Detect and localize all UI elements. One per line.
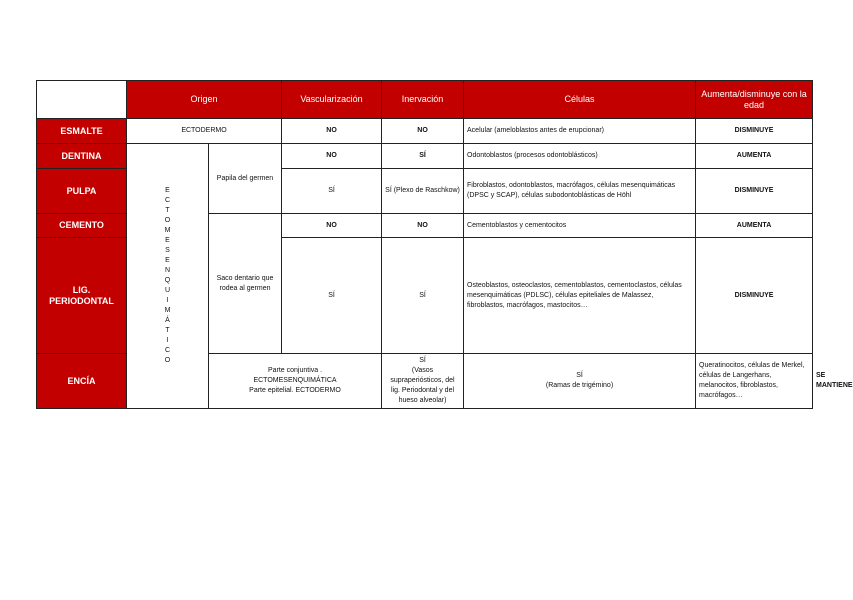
vertical-letter: T [165, 207, 170, 214]
header-celulas: Células [464, 81, 696, 119]
esmalte-inervacion: NO [382, 119, 464, 144]
pulpa-inervacion: SÍ (Plexo de Raschkow) [382, 169, 464, 214]
encia-inerv-detail: (Ramas de trigémino) [545, 382, 614, 389]
lig-celulas: Osteoblastos, osteoclastos, cementoblastos, cementoclastos, células mesenquimáticas (PDLSC), células epiteliales de Malassez, fibroblastos, macrófagos, mastocitos… [464, 238, 696, 354]
vertical-letter: E [165, 257, 170, 264]
row-esmalte [37, 119, 813, 144]
encia-inervacion [464, 354, 696, 409]
encia-vascularizacion [382, 354, 464, 409]
encia-origen [209, 354, 382, 409]
ectomesenquimatico-vertical-label [127, 144, 209, 409]
encia-origen-line-3: Parte epitelial. ECTODERMO [249, 387, 341, 394]
header-row [37, 81, 813, 119]
corner-cell [37, 81, 127, 119]
row-encia: ENCÍA Parte conjuntiva . ECTOMESENQUIMÁTICA Parte epitelial. ECTODERMO SÍ (Vasos supraperiósticos, del lig. Periodontal y del hueso alveolar) SÍ (Ramas de trigémino) Queratinocitos, células de Merkel, células de Langerhans, melanocitos, fibroblastos, macrófagos… SE MANTIENE [37, 354, 813, 409]
encia-inerv-value: SÍ [576, 372, 583, 379]
encia-origen-line-2: ECTOMESENQUIMÁTICA [253, 377, 337, 384]
vertical-letter: E [165, 237, 170, 244]
cemento-celulas: Cementoblastos y cementocitos [464, 214, 696, 238]
vertical-letter: C [164, 197, 171, 204]
encia-origen-line-1: Parte conjuntiva . [267, 367, 323, 374]
vertical-letter: C [164, 347, 171, 354]
header-vascularizacion: Vascularización [282, 81, 382, 119]
vertical-letter: S [165, 247, 170, 254]
vertical-letter: O [164, 357, 171, 364]
cemento-inervacion: NO [382, 214, 464, 238]
row-label-esmalte: ESMALTE [37, 119, 127, 144]
pulpa-celulas: Fibroblastos, odontoblastos, macrófagos, células mesenquimáticas (DPSC y SCAP), células subodontoblásticas de Höhl [464, 169, 696, 214]
row-label-pulpa: PULPA [37, 169, 127, 214]
lig-vascularizacion: SÍ [282, 238, 382, 354]
encia-vasc-value: SÍ [419, 357, 426, 364]
vertical-letter: I [166, 337, 169, 344]
header-edad: Aumenta/disminuye con la edad [696, 81, 813, 119]
esmalte-vascularizacion: NO [282, 119, 382, 144]
esmalte-edad: DISMINUYE [696, 119, 813, 144]
cemento-edad: AUMENTA [696, 214, 813, 238]
header-inervacion: Inervación [382, 81, 464, 119]
cemento-vascularizacion: NO [282, 214, 382, 238]
vertical-letter: Á [165, 317, 170, 324]
vertical-letter: Q [164, 277, 171, 284]
vertical-letter: M [164, 227, 171, 234]
encia-celulas: Queratinocitos, células de Merkel, células de Langerhans, melanocitos, fibroblastos, macrófagos… [696, 354, 813, 409]
esmalte-celulas: Acelular (ameloblastos antes de erupcionar) [464, 119, 696, 144]
dentina-edad: AUMENTA [696, 144, 813, 169]
header-origen: Origen [127, 81, 282, 119]
esmalte-origen: ECTODERMO [127, 119, 282, 144]
vertical-letter: N [164, 267, 171, 274]
row-label-encia: ENCÍA [37, 354, 127, 409]
vertical-letter: E [165, 187, 170, 194]
row-dentina [37, 144, 813, 169]
pulpa-edad: DISMINUYE [696, 169, 813, 214]
row-label-cemento: CEMENTO [37, 214, 127, 238]
dentina-celulas: Odontoblastos (procesos odontoblásticos) [464, 144, 696, 169]
tooth-tissues-table [36, 80, 853, 409]
pulpa-vascularizacion: SÍ [282, 169, 382, 214]
vertical-letter: T [165, 327, 170, 334]
vertical-letter: M [164, 307, 171, 314]
saco-dentario-cell: Saco dentario que rodea al germen [209, 214, 282, 354]
row-label-dentina: DENTINA [37, 144, 127, 169]
vertical-letter: O [164, 217, 171, 224]
lig-inervacion: SÍ [382, 238, 464, 354]
encia-vasc-detail: (Vasos supraperiósticos, del lig. Periodontal y del hueso alveolar) [390, 367, 455, 404]
dentina-vascularizacion: NO [282, 144, 382, 169]
lig-edad: DISMINUYE [696, 238, 813, 354]
dentina-inervacion: SÍ [382, 144, 464, 169]
row-label-ligamento: LIG. PERIODONTAL [37, 238, 127, 354]
papila-germen-cell: Papila del germen [209, 144, 282, 214]
vertical-letter: I [166, 297, 169, 304]
vertical-letter: U [164, 287, 171, 294]
